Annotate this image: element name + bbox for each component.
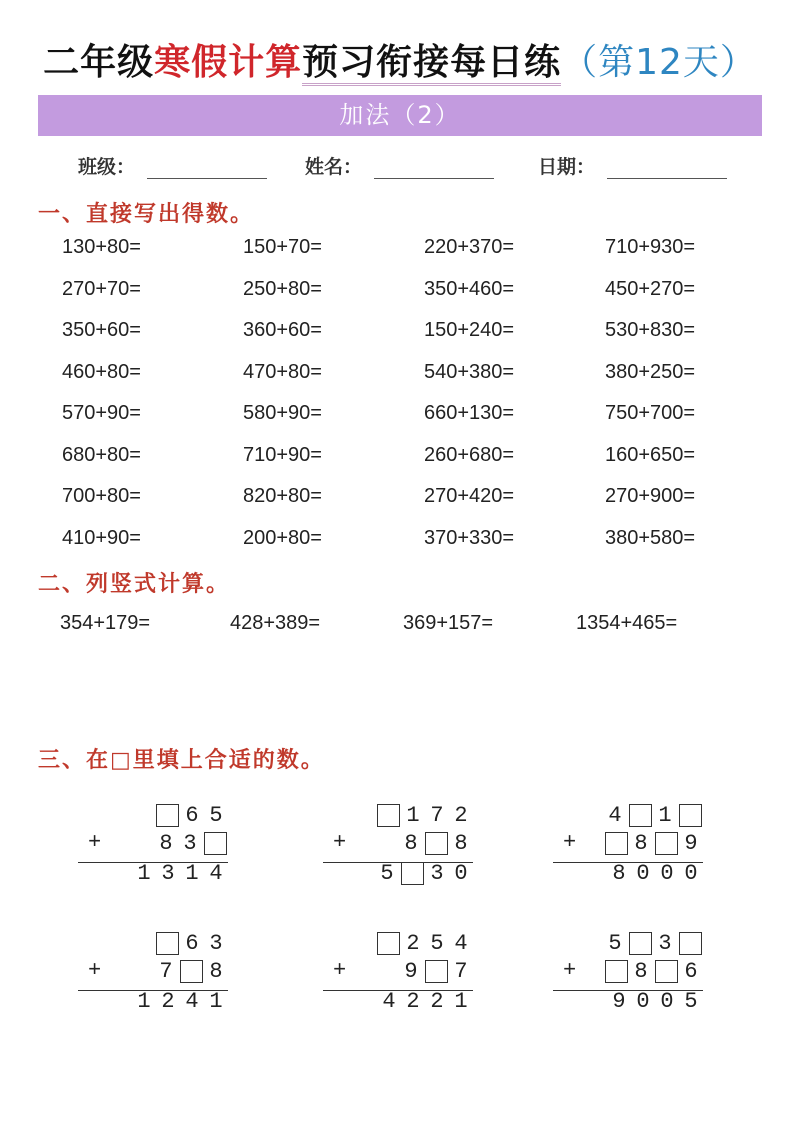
- digit: 0: [684, 860, 698, 886]
- digit-line: [323, 828, 473, 858]
- digit: 5: [380, 860, 394, 886]
- answer-box[interactable]: [401, 862, 424, 885]
- direct-calc-item: 370+330=: [424, 526, 515, 549]
- answer-box[interactable]: [377, 932, 400, 955]
- digit: 8: [159, 830, 173, 856]
- direct-calc-row: [62, 361, 762, 403]
- plus-sign: +: [333, 830, 347, 855]
- answer-box[interactable]: [629, 804, 652, 827]
- digit: 3: [658, 930, 672, 956]
- title-part-day: （第12天）: [561, 42, 757, 83]
- fill-box-problem: [553, 928, 703, 1024]
- direct-calc-item: 710+90=: [243, 443, 322, 466]
- date-label: 日期：: [538, 156, 596, 178]
- answer-box[interactable]: [425, 832, 448, 855]
- name-blank[interactable]: [374, 156, 494, 179]
- digit: 5: [684, 988, 698, 1014]
- answer-box[interactable]: [605, 960, 628, 983]
- digit: 6: [684, 958, 698, 984]
- plus-sign: +: [563, 830, 577, 855]
- direct-calc-item: 150+70=: [243, 236, 322, 258]
- digit: 2: [430, 988, 444, 1014]
- digit: 5: [430, 930, 444, 956]
- class-blank[interactable]: [147, 156, 267, 179]
- answer-box[interactable]: [679, 804, 702, 827]
- direct-calc-row: [62, 278, 762, 320]
- answer-box[interactable]: [679, 932, 702, 955]
- digit: 1: [406, 802, 420, 828]
- direct-calc-row: [62, 402, 762, 444]
- plus-sign: +: [88, 830, 102, 855]
- digit: 3: [209, 930, 223, 956]
- digit: 0: [636, 988, 650, 1014]
- digit: 0: [660, 860, 674, 886]
- direct-calc-item: 450+270=: [605, 277, 696, 300]
- direct-calc-item: 360+60=: [243, 319, 322, 341]
- direct-calc-item: 710+930=: [605, 236, 696, 258]
- name-label: 姓名：: [305, 156, 363, 178]
- direct-calc-item: 260+680=: [424, 443, 515, 466]
- digit-line: [323, 986, 473, 1016]
- digit: 2: [161, 988, 175, 1014]
- fill-box-problem: [78, 800, 228, 896]
- direct-calc-item: 380+250=: [605, 360, 696, 383]
- direct-calc-item: 530+830=: [605, 319, 696, 341]
- direct-calc-item: 200+80=: [243, 526, 322, 549]
- direct-calc-item: 350+60=: [62, 319, 141, 341]
- fill-box-problem: [323, 928, 473, 1024]
- answer-box[interactable]: [655, 960, 678, 983]
- direct-calc-item: 460+80=: [62, 360, 141, 383]
- digit: 8: [634, 830, 648, 856]
- digit: 1: [658, 802, 672, 828]
- vertical-problem: 428+389=: [230, 612, 321, 634]
- answer-box[interactable]: [180, 960, 203, 983]
- direct-calc-item: 410+90=: [62, 526, 141, 549]
- digit: 5: [608, 930, 622, 956]
- vertical-problem: 369+157=: [403, 612, 494, 634]
- vertical-problem: 1354+465=: [576, 612, 678, 634]
- digit-line: [78, 828, 228, 858]
- direct-calc-item: 380+580=: [605, 526, 696, 549]
- direct-calc-item: 660+130=: [424, 402, 515, 424]
- digit: 8: [209, 958, 223, 984]
- class-label: 班级：: [78, 156, 136, 178]
- digit-line: [553, 986, 703, 1016]
- direct-calc-item: 130+80=: [62, 236, 141, 258]
- direct-calc-item: 570+90=: [62, 402, 141, 424]
- digit: 0: [636, 860, 650, 886]
- digit: 4: [454, 930, 468, 956]
- digit-line: [78, 800, 228, 830]
- digit-line: [323, 800, 473, 830]
- direct-calc-item: 680+80=: [62, 443, 141, 466]
- digit: 7: [159, 958, 173, 984]
- plus-sign: +: [563, 958, 577, 983]
- direct-calc-item: 220+370=: [424, 236, 515, 258]
- section-3-heading: 三、在□里填上合适的数。: [38, 748, 325, 773]
- direct-calc-item: 700+80=: [62, 485, 141, 507]
- date-blank[interactable]: [607, 156, 727, 179]
- page-title: [0, 34, 800, 85]
- title-part-holiday: 寒假计算: [154, 42, 303, 83]
- fill-box-problem: [553, 800, 703, 896]
- digit: 6: [185, 802, 199, 828]
- answer-box[interactable]: [605, 832, 628, 855]
- section-1-heading: 一、直接写出得数。: [38, 202, 255, 227]
- digit: 2: [454, 802, 468, 828]
- title-part-practice: 预习衔接每日练: [302, 42, 561, 86]
- digit: 9: [684, 830, 698, 856]
- name-field: [305, 152, 494, 179]
- plus-sign: +: [88, 958, 102, 983]
- title-part-grade: 二年级: [43, 42, 155, 83]
- digit: 5: [209, 802, 223, 828]
- digit-line: [78, 986, 228, 1016]
- answer-box[interactable]: [425, 960, 448, 983]
- direct-calc-item: 350+460=: [424, 277, 515, 300]
- digit-line: [323, 928, 473, 958]
- direct-calc-item: 470+80=: [243, 360, 322, 383]
- answer-box[interactable]: [156, 932, 179, 955]
- direct-calc-item: 540+380=: [424, 360, 515, 383]
- direct-calc-item: 270+900=: [605, 485, 696, 507]
- answer-box[interactable]: [156, 804, 179, 827]
- direct-calc-row: [62, 236, 762, 278]
- fill-box-problem: [78, 928, 228, 1024]
- fill-box-problem: [323, 800, 473, 896]
- direct-calc-item: 580+90=: [243, 402, 322, 424]
- direct-calc-item: 270+70=: [62, 277, 141, 300]
- digit: 8: [634, 958, 648, 984]
- digit: 1: [137, 988, 151, 1014]
- direct-calc-row: [62, 319, 762, 361]
- digit: 1: [209, 988, 223, 1014]
- vertical-problem: 354+179=: [60, 612, 151, 634]
- answer-box[interactable]: [655, 832, 678, 855]
- direct-calc-item: 250+80=: [243, 277, 322, 300]
- digit: 9: [612, 988, 626, 1014]
- digit: 1: [137, 860, 151, 886]
- answer-box[interactable]: [377, 804, 400, 827]
- direct-calc-row: [62, 527, 762, 569]
- digit: 7: [454, 958, 468, 984]
- digit-line: [553, 956, 703, 986]
- date-field: [538, 152, 727, 179]
- digit-line: [323, 956, 473, 986]
- digit-line: [553, 828, 703, 858]
- direct-calc-item: 270+420=: [424, 485, 515, 507]
- digit: 4: [382, 988, 396, 1014]
- direct-calc-grid: [62, 236, 762, 568]
- digit: 0: [454, 860, 468, 886]
- digit: 4: [185, 988, 199, 1014]
- direct-calc-row: [62, 444, 762, 486]
- direct-calc-item: 150+240=: [424, 319, 515, 341]
- class-field: [78, 152, 267, 179]
- digit-line: [553, 928, 703, 958]
- digit: 0: [660, 988, 674, 1014]
- digit: 4: [608, 802, 622, 828]
- digit: 3: [161, 860, 175, 886]
- digit: 4: [209, 860, 223, 886]
- answer-box[interactable]: [629, 932, 652, 955]
- section-2-heading: 二、列竖式计算。: [38, 572, 231, 597]
- digit-line: [78, 858, 228, 888]
- digit-line: [78, 928, 228, 958]
- digit: 3: [430, 860, 444, 886]
- direct-calc-item: 160+650=: [605, 443, 696, 466]
- digit: 8: [404, 830, 418, 856]
- digit: 1: [454, 988, 468, 1014]
- digit: 2: [406, 988, 420, 1014]
- digit: 3: [183, 830, 197, 856]
- digit-line: [553, 800, 703, 830]
- digit: 1: [185, 860, 199, 886]
- direct-calc-item: 820+80=: [243, 485, 322, 507]
- digit-line: [78, 956, 228, 986]
- digit-line: [323, 858, 473, 888]
- digit: 2: [406, 930, 420, 956]
- digit: 8: [612, 860, 626, 886]
- digit-line: [553, 858, 703, 888]
- direct-calc-item: 750+700=: [605, 402, 696, 424]
- direct-calc-row: [62, 485, 762, 527]
- answer-box[interactable]: [204, 832, 227, 855]
- digit: 9: [404, 958, 418, 984]
- digit: 8: [454, 830, 468, 856]
- digit: 7: [430, 802, 444, 828]
- topic-banner: 加法（2）: [38, 95, 762, 136]
- digit: 6: [185, 930, 199, 956]
- plus-sign: +: [333, 958, 347, 983]
